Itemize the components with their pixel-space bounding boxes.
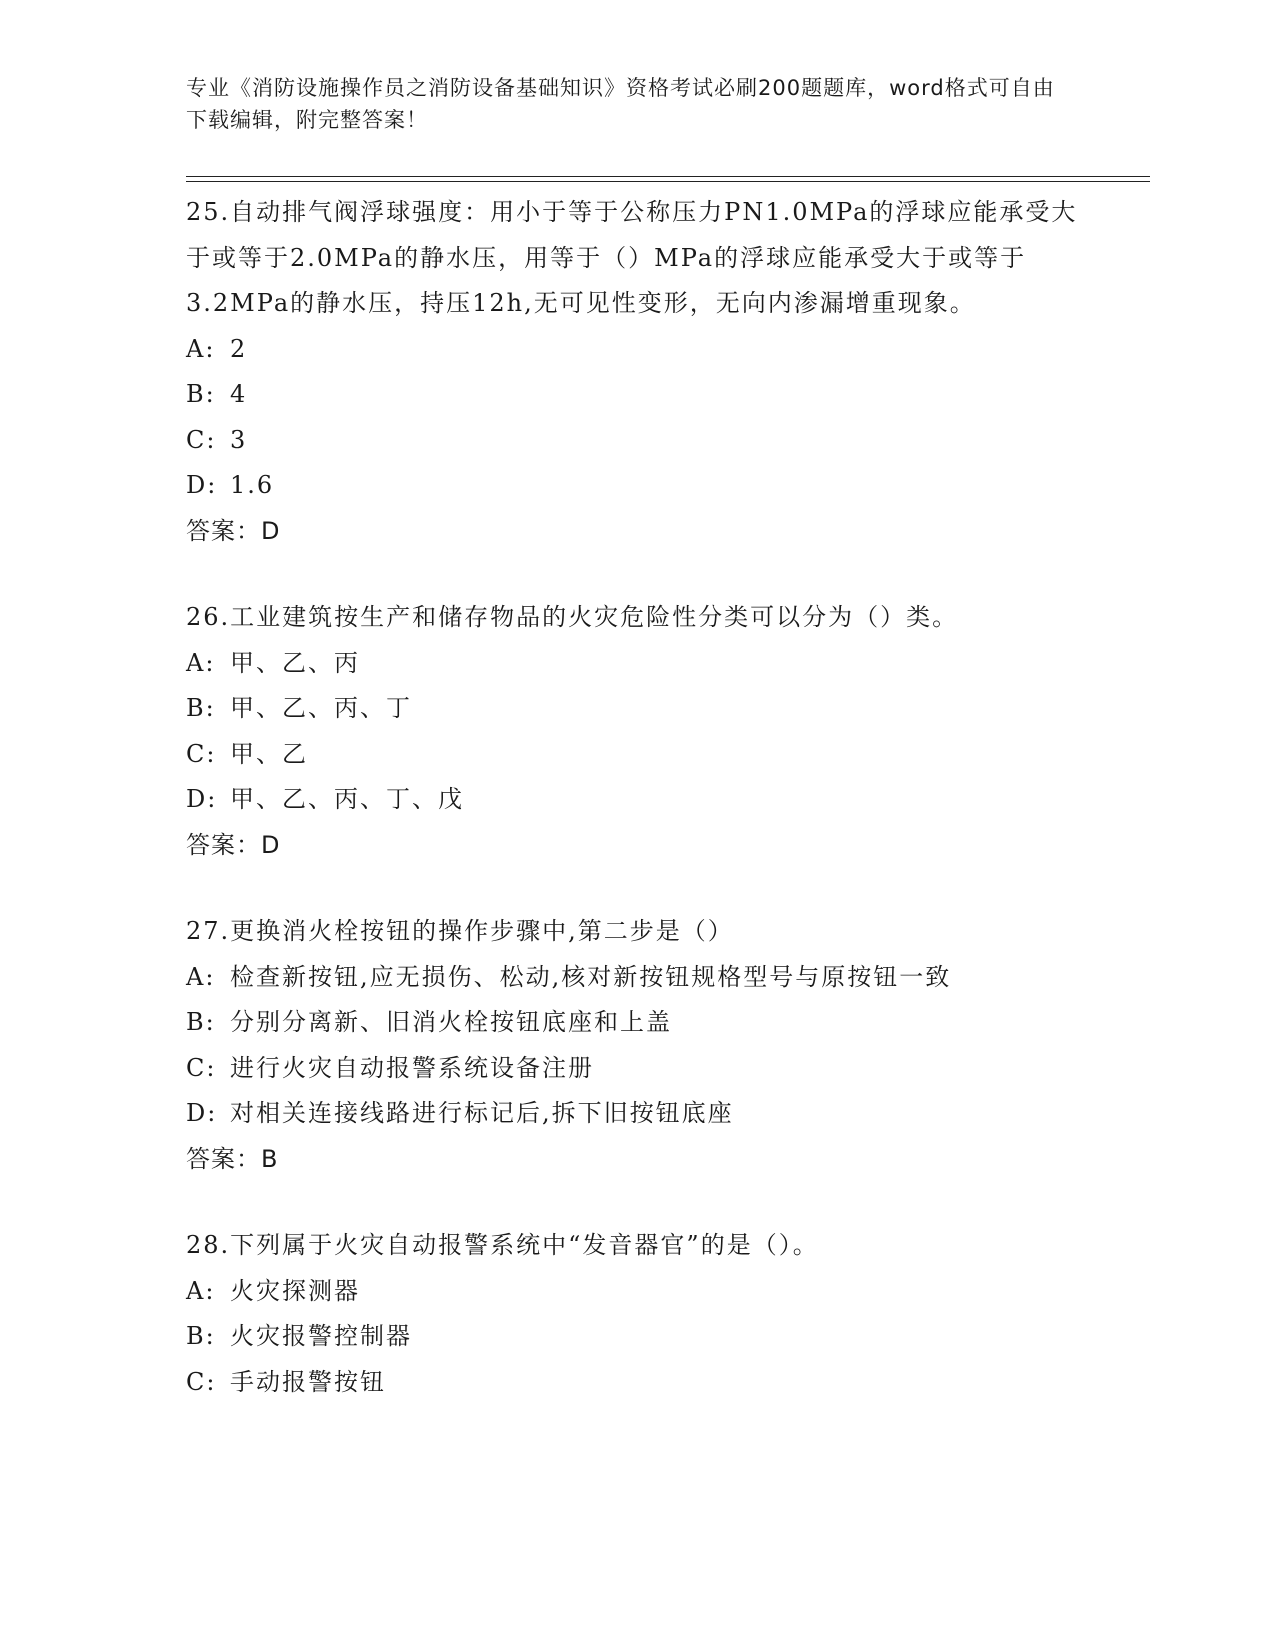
option-c (186, 1360, 1086, 1406)
option-text: 手动报警按钮 (230, 1367, 386, 1396)
option-a (186, 641, 1086, 687)
question-stem: 26.工业建筑按生产和储存物品的火灾危险性分类可以分为（）类。 (186, 603, 959, 631)
option-text: 火灾探测器 (230, 1276, 360, 1305)
option-letter: C: (186, 739, 217, 768)
option-text: 甲、乙、丙 (230, 648, 360, 677)
question-stem: 25.自动排气阀浮球强度：用小于等于公称压力PN1.0MPa的浮球应能承受大于或等于2.0MPa的静水压，用等于（）MPa的浮球应能承受大于或等于3.2MPa的静水压，持压12h,无可见性变形，无向内渗漏增重现象。 (186, 198, 1078, 317)
option-d (186, 463, 1086, 509)
header-divider-bottom (186, 181, 1150, 182)
option-letter: A: (186, 648, 216, 677)
option-text: 火灾报警控制器 (230, 1322, 412, 1350)
option-text: 检查新按钮,应无损伤、松动,核对新按钮规格型号与原按钮一致 (230, 962, 952, 991)
option-text: 1.6 (230, 471, 275, 499)
option-letter: D: (186, 471, 218, 499)
option-b (186, 686, 1086, 732)
question-28 (186, 1223, 1086, 1405)
option-c (186, 732, 1086, 778)
document-header: 专业《消防设施操作员之消防设备基础知识》资格考试必刷200题题库，word格式可自由下载编辑，附完整答案！ (186, 76, 1055, 132)
option-letter: D: (186, 785, 218, 813)
question-stem: 27.更换消火栓按钮的操作步骤中,第二步是（） (186, 917, 734, 945)
option-text: 甲、乙 (230, 739, 308, 768)
option-b (186, 372, 1086, 418)
question-25 (186, 190, 1086, 554)
option-letter: A: (186, 1276, 216, 1305)
answer-line: 答案：B (186, 1144, 279, 1173)
option-c (186, 1046, 1086, 1092)
option-text: 对相关连接线路进行标记后,拆下旧按钮底座 (230, 1099, 734, 1127)
option-d (186, 1091, 1086, 1137)
question-stem: 28.下列属于火灾自动报警系统中“发音器官”的是（）。 (186, 1231, 819, 1259)
option-letter: A: (186, 334, 216, 363)
option-letter: D: (186, 1099, 218, 1127)
option-letter: B: (186, 380, 216, 408)
option-text: 3 (230, 425, 248, 454)
question-27 (186, 909, 1086, 1182)
option-letter: C: (186, 425, 217, 454)
option-text: 分别分离新、旧消火栓按钮底座和上盖 (230, 1008, 672, 1036)
option-letter: C: (186, 1053, 217, 1082)
option-letter: B: (186, 1008, 216, 1036)
option-letter: B: (186, 694, 216, 722)
answer-line: 答案：D (186, 516, 281, 545)
option-a (186, 1269, 1086, 1315)
option-text: 甲、乙、丙、丁、戊 (230, 785, 464, 813)
option-letter: C: (186, 1367, 217, 1396)
option-a (186, 327, 1086, 373)
option-b (186, 1314, 1086, 1360)
option-letter: A: (186, 962, 216, 991)
option-text: 进行火灾自动报警系统设备注册 (230, 1053, 594, 1082)
option-c (186, 418, 1086, 464)
option-letter: B: (186, 1322, 216, 1350)
option-d (186, 777, 1086, 823)
answer-line: 答案：D (186, 830, 281, 859)
question-list (186, 190, 1086, 1446)
option-text: 2 (230, 334, 248, 363)
option-a (186, 955, 1086, 1001)
question-26 (186, 595, 1086, 868)
header-divider-top (186, 176, 1150, 177)
option-text: 甲、乙、丙、丁 (230, 694, 412, 722)
option-b (186, 1000, 1086, 1046)
option-text: 4 (230, 380, 248, 408)
